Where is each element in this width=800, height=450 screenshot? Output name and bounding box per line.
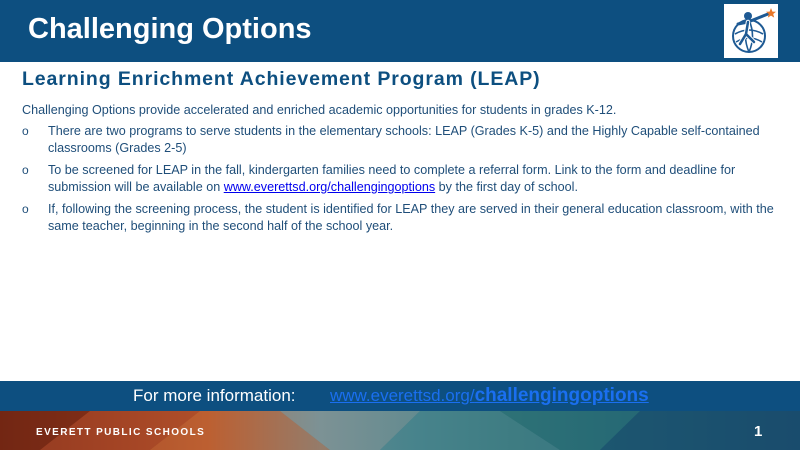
everett-schools-logo-icon [724,4,778,58]
bullet-text: If, following the screening process, the student is identified for LEAP they are served in their general education classroom, with the same teacher, beginning in the second half of the school year. [48,202,774,233]
info-link-bold: challengingoptions [474,385,649,406]
title-bar [0,0,800,62]
bullet-text: There are two programs to serve students in the elementary schools: LEAP (Grades K-5) and the Highly Capable self-contained classrooms (Grades 2-5) [48,124,760,155]
bottom-band [0,411,800,450]
school-name: EVERETT PUBLIC SCHOOLS [36,427,206,438]
info-link-prefix: www.everettsd.org/ [330,386,475,405]
bullet-text: To be screened for LEAP in the fall, kindergarten families need to complete a referral form. Link to the form and deadline for submission will be available on [48,163,736,194]
info-link[interactable] [330,385,649,407]
info-label: For more information: [133,386,296,405]
list-item [22,201,782,235]
list-item [22,123,782,157]
bullet-text: by the first day of school. [435,180,578,194]
info-bar [0,381,800,411]
bullet-marker-icon: o [22,124,29,138]
intro-text: Challenging Options provide accelerated and enriched academic opportunities for students in grades K-12. [22,103,617,117]
page-title: Challenging Options [28,13,312,45]
slide-subtitle: Learning Enrichment Achievement Program (LEAP) [22,68,541,90]
bullet-marker-icon: o [22,202,29,216]
bullet-list [22,123,782,235]
slide-content [22,68,782,235]
list-item [22,162,782,196]
page-number: 1 [754,423,763,440]
bullet-marker-icon: o [22,163,29,177]
challenging-options-link[interactable]: www.everettsd.org/challengingoptions [223,180,436,194]
